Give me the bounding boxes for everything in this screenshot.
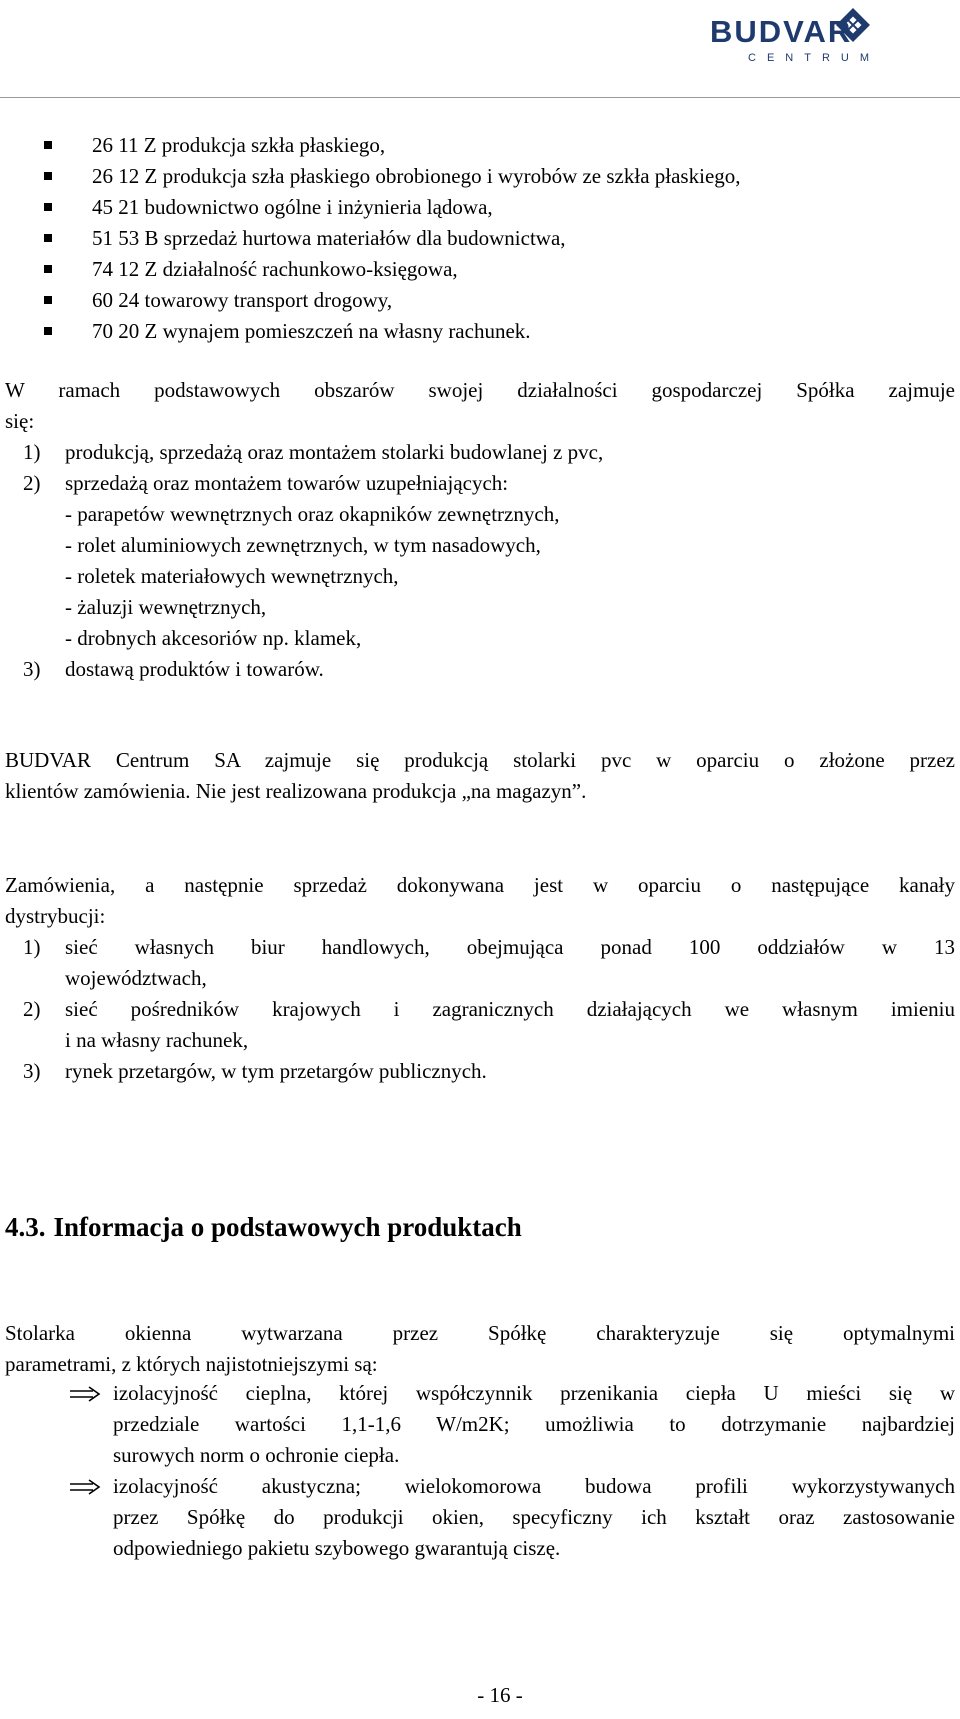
page-number: - 16 - [477,1683,523,1707]
square-bullet-icon [44,265,52,273]
item-text: sieć pośredników krajowych i zagranicznych działających we własnym imieniu [65,997,955,1021]
activity-section [5,375,955,685]
list-item: 74 12 Z działalność rachunkowo-księgowa, [40,254,741,285]
numbered-item [5,437,955,468]
header-divider [0,97,960,98]
sub-item: - roletek materiałowych wewnętrznych, [65,564,399,588]
paragraph-line: klientów zamówienia. Nie jest realizowana produkcja „na magazyn”. [5,779,587,803]
section-heading [5,1210,522,1244]
item-number: 3) [23,1059,41,1083]
item-text: dostawą produktów i towarów. [65,657,324,681]
numbered-item [5,994,955,1056]
paragraph-line: Zamówienia, a następnie sprzedaż dokonywana jest w oparciu o następujące kanały [5,873,955,897]
numbered-item [5,654,955,685]
feature-line: przez Spółkę do produkcji okien, specyficzny ich kształt oraz zastosowanie [113,1505,955,1529]
item-number: 1) [23,935,41,959]
square-bullet-icon [44,141,52,149]
item-text: i na własny rachunek, [65,1028,249,1052]
paragraph-line: BUDVAR Centrum SA zajmuje się produkcją stolarki pvc w oparciu o złożone przez [5,748,955,772]
paragraph-line: W ramach podstawowych obszarów swojej działalności gospodarczej Spółka zajmuje [5,378,955,402]
page-footer [0,1680,960,1711]
item-text: sprzedażą oraz montażem towarów uzupełniających: [65,471,509,495]
section-number: 4.3. [5,1212,46,1242]
sub-item: - parapetów wewnętrznych oraz okapników zewnętrznych, [65,502,560,526]
list-item [5,1378,955,1471]
sub-item: - drobnych akcesoriów np. klamek, [65,626,362,650]
square-bullet-icon [44,327,52,335]
square-bullet-icon [44,203,52,211]
feature-line: odpowiedniego pakietu szybowego gwarantują ciszę. [113,1536,561,1560]
item-number: 3) [23,657,41,681]
feature-line: izolacyjność akustyczna; wielokomorowa budowa profili wykorzystywanych [113,1474,955,1498]
products-paragraph [5,1318,955,1380]
sub-item: - żaluzji wewnętrznych, [65,595,267,619]
feature-list [5,1378,955,1564]
list-item: 26 11 Z produkcja szkła płaskiego, [40,130,741,161]
double-arrow-right-icon [69,1386,101,1402]
numbered-item [5,932,955,994]
logo-text: BUDVAR [710,14,853,49]
square-bullet-icon [44,234,52,242]
logo-subtext: CENTRUM [748,52,880,64]
feature-line: przedziale wartości 1,1-1,6 W/m2K; umożliwia to dotrzymanie najbardziej [113,1412,955,1436]
list-item: 45 21 budownictwo ogólne i inżynieria lądowa, [40,192,741,223]
item-number: 2) [23,471,41,495]
numbered-item [5,1056,955,1087]
list-item: 51 53 B sprzedaż hurtowa materiałów dla budownictwa, [40,223,741,254]
paragraph-line: dystrybucji: [5,904,106,928]
item-text: województwach, [65,966,207,990]
distribution-section [5,870,955,1087]
list-item: 60 24 towarowy transport drogowy, [40,285,741,316]
item-number: 2) [23,997,41,1021]
feature-line: surowych norm o ochronie ciepła. [113,1443,400,1467]
list-item [5,1471,955,1564]
double-arrow-right-icon [69,1479,101,1495]
production-paragraph [5,745,955,807]
item-text: produkcją, sprzedażą oraz montażem stolarki budowlanej z pvc, [65,440,604,464]
square-bullet-icon [44,296,52,304]
item-number: 1) [23,440,41,464]
square-bullet-icon [44,172,52,180]
paragraph-line: Stolarka okienna wytwarzana przez Spółkę charakteryzuje się optymalnymi [5,1321,955,1345]
budvar-logo [710,8,920,70]
paragraph-line: parametrami, z których najistotniejszymi są: [5,1352,378,1376]
section-title: Informacja o podstawowych produktach [53,1212,522,1242]
paragraph-line: się: [5,409,35,433]
numbered-item [5,468,955,499]
item-text: rynek przetargów, w tym przetargów publicznych. [65,1059,487,1083]
list-item: 70 20 Z wynajem pomieszczeń na własny rachunek. [40,316,741,347]
sub-item: - rolet aluminiowych zewnętrznych, w tym nasadowych, [65,533,541,557]
pkd-code-list [40,130,741,347]
item-text: sieć własnych biur handlowych, obejmująca ponad 100 oddziałów w 13 [65,935,955,959]
list-item: 26 12 Z produkcja szła płaskiego obrobionego i wyrobów ze szkła płaskiego, [40,161,741,192]
feature-line: izolacyjność cieplna, której współczynnik przenikania ciepła U mieści się w [113,1381,955,1405]
